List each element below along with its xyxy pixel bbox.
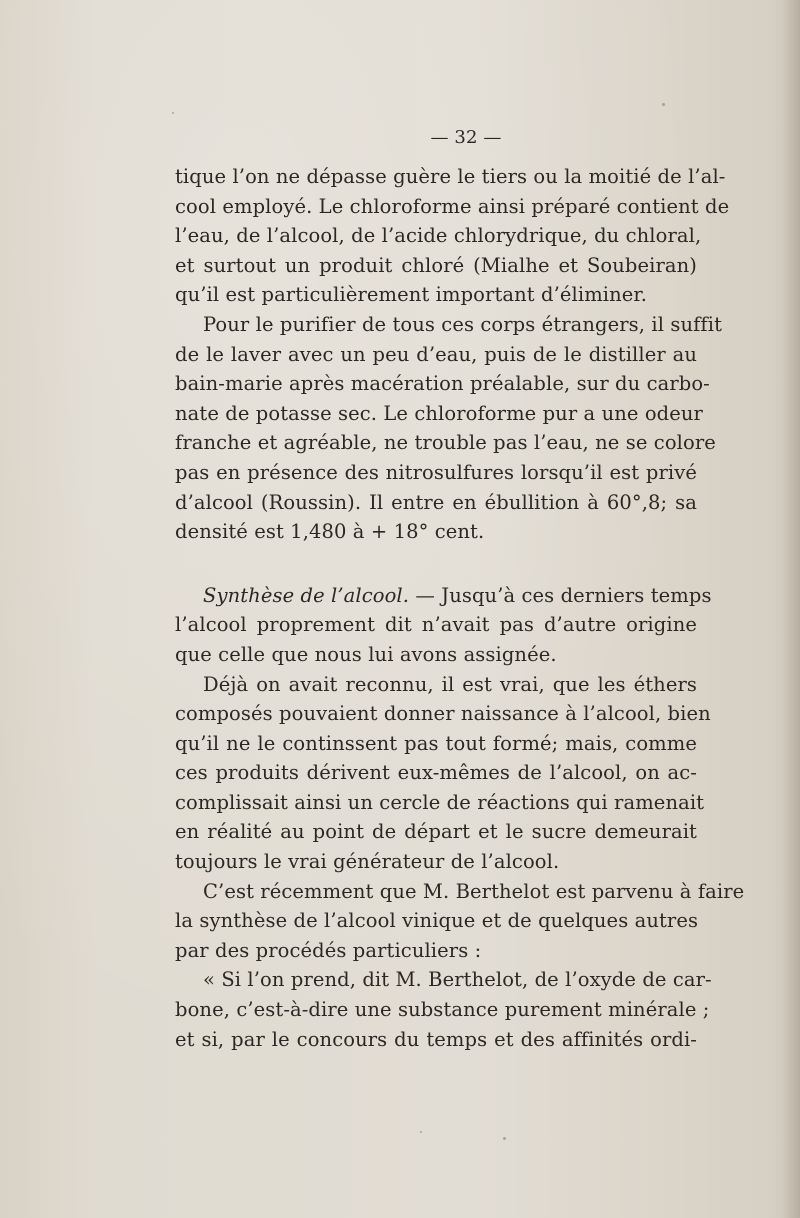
text-line: qu’il est particulièrement important d’éliminer. — [175, 283, 647, 307]
text-line: Déjà on avait reconnu, il est vrai, que les éthers — [203, 672, 697, 696]
paper-speck — [662, 103, 665, 106]
text-line: bone, c’est-à-dire une substance purement minérale ; — [175, 998, 710, 1022]
text-line: composés pouvaient donner naissance à l’alcool, bien — [175, 702, 711, 726]
text-fragment: — Jusqu’à ces derniers temps — [409, 583, 712, 607]
page-edge-shadow — [782, 0, 800, 1218]
section-heading: Synthèse de l’alcool. — [203, 583, 410, 607]
text-line: de le laver avec un peu d’eau, puis de le distiller au — [175, 342, 697, 366]
text-line: par des procédés particuliers : — [175, 938, 482, 962]
paragraph-2 — [175, 310, 723, 547]
text-line: « Si l’on prend, dit M. Berthelot, de l’oxyde de car- — [203, 968, 712, 992]
paragraph-6 — [175, 965, 712, 1054]
text-line — [175, 581, 712, 611]
text-line: franche et agréable, ne trouble pas l’eau, ne se colore — [175, 431, 716, 455]
text-line: en réalité au point de départ et le sucre demeurait — [175, 820, 697, 844]
text-line: cool employé. Le chloroforme ainsi préparé contient de — [175, 194, 730, 218]
page-text — [175, 124, 745, 1054]
text-line: d’alcool (Roussin). Il entre en ébullition à 60°,8; sa — [175, 490, 697, 514]
text-line: l’alcool proprement dit n’avait pas d’autre origine — [175, 613, 697, 637]
text-line: nate de potasse sec. Le chloroforme pur a une odeur — [175, 401, 703, 425]
text-line: C’est récemment que M. Berthelot est parvenu à faire — [203, 879, 745, 903]
text-line: qu’il ne le continssent pas tout formé; mais, comme — [175, 731, 697, 755]
paragraph-5 — [175, 877, 745, 966]
text-line: et surtout un produit chloré (Mialhe et Soubeiran) — [175, 253, 697, 277]
text-line: Pour le purifier de tous ces corps étrangers, il suffit — [203, 312, 723, 336]
paper-speck — [172, 112, 174, 114]
text-line: pas en présence des nitrosulfures lorsqu’il est privé — [175, 460, 697, 484]
text-line: toujours le vrai générateur de l’alcool. — [175, 850, 560, 874]
paragraph-4 — [175, 670, 711, 877]
text-line: la synthèse de l’alcool vinique et de quelques autres — [175, 909, 699, 933]
text-line: complissait ainsi un cercle de réactions qui ramenait — [175, 790, 705, 814]
text-line: et si, par le concours du temps et des affinités ordi- — [175, 1027, 697, 1051]
paper-speck — [420, 1131, 422, 1133]
paper-speck — [503, 1137, 506, 1140]
text-line: que celle que nous lui avons assignée. — [175, 642, 557, 666]
text-line: ces produits dérivent eux-mêmes de l’alcool, on ac- — [175, 761, 697, 785]
paragraph-3 — [175, 581, 712, 670]
text-line: densité est 1,480 à + 18° cent. — [175, 520, 485, 544]
text-line: tique l’on ne dépasse guère le tiers ou la moitié de l’al- — [175, 165, 726, 188]
section-gap — [175, 547, 697, 581]
page-number: — 32 — — [430, 127, 502, 148]
text-line: l’eau, de l’alcool, de l’acide chlorydrique, du chloral, — [175, 224, 702, 248]
paragraph-1 — [175, 162, 730, 310]
text-line: bain-marie après macération préalable, sur du carbo- — [175, 372, 710, 396]
